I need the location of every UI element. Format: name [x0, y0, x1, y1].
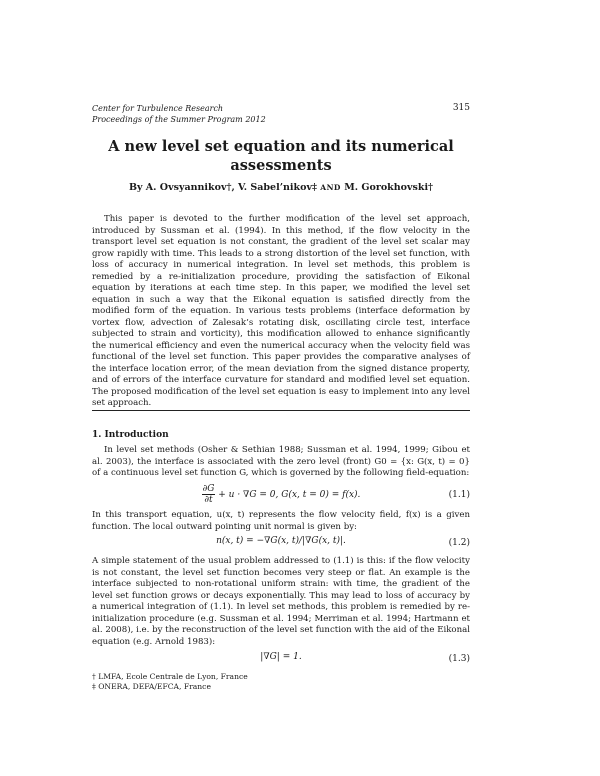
author-names-last: M. Gorokhovski†	[344, 182, 434, 193]
proceedings-name: Proceedings of the Summer Program 2012	[92, 115, 266, 124]
intro-paragraph-1: In level set methods (Osher & Sethian 1988; Sussman et al. 1994, 1999; Gibou et al. 2003), the interface is associated with the zero level (front) G0 = {x: G(x, t) = 0} of a continuous level set function G, which is governed by the following field-equation:	[92, 445, 470, 478]
title-line-1: A new level set equation and its numerical	[108, 138, 454, 155]
running-header	[92, 103, 470, 125]
journal-name: Center for Turbulence Research	[92, 104, 224, 113]
section-heading: 1. Introduction	[92, 430, 169, 440]
intro-paragraph-2: In this transport equation, u(x, t) represents the flow velocity field, f(x) is a given function. The local outward pointing unit normal is given by:	[92, 510, 470, 532]
equation-1-1-body	[92, 484, 470, 505]
author-names-first: By A. Ovsyannikov†, V. Sabel’nikov‡	[128, 182, 317, 193]
footnote-affiliation-1: † LMFA, Ecole Centrale de Lyon, France	[92, 672, 248, 681]
paper-title	[92, 137, 470, 175]
equation-1-1	[92, 484, 470, 506]
author-and: AND	[320, 183, 341, 192]
abstract: This paper is devoted to the further modification of the level set approach, introduced by Sussman et al. (1994). In this method, if the flow velocity in the transport level set equation is not constant, the gradient of the level set scalar may grow rapidly with time. This leads to a strong distortion of the level set function, with loss of accuracy in numerical integration. In level set methods, this problem is remedied by a re-initialization procedure, providing the satisfaction of Eikonal equation by iterations at each time step. In this paper, we modified the level set equation in such a way that the Eikonal equation is satisfied directly from the modified form of the equation. In various tests problems (interface deformation by vortex flow, advection of Zalesak’s rotating disk, oscillating circle test, interface subjected to strain and vorticity), this modification allowed to enhance significantly the numerical efficiency and even the numerical accuracy when the velocity field was functional of the level set function. This paper provides the comparative analyses of the interface location error, of the mean deviation from the signed distance property, and of errors of the interface curvature for standard and modified level set equation. The proposed modification of the level set equation is easy to implement into any level set approach.	[92, 214, 470, 408]
fraction-numerator: ∂G	[202, 484, 215, 494]
author-line	[92, 182, 470, 193]
equation-number: (1.2)	[448, 538, 470, 548]
equation-number: (1.3)	[448, 654, 470, 664]
equation-number: (1.1)	[448, 490, 470, 500]
equation-1-3-body: |∇G| = 1.	[260, 652, 302, 662]
equation-1-2-body: n(x, t) = −∇G(x, t)/|∇G(x, t)|.	[216, 536, 346, 546]
section-divider	[92, 410, 470, 411]
fraction-denominator: ∂t	[204, 495, 213, 505]
footnote-affiliation-2: ‡ ONERA, DEFA/EFCA, France	[92, 682, 211, 691]
equation-1-2	[92, 536, 470, 550]
page-number: 315	[452, 103, 470, 113]
equation-1-1-rest: + u · ∇G = 0, G(x, t = 0) = f(x).	[218, 490, 361, 500]
title-line-2: assessments	[230, 157, 332, 174]
partial-derivative	[202, 484, 216, 505]
equation-1-3	[92, 652, 470, 666]
footnotes	[92, 672, 470, 692]
intro-paragraph-3: A simple statement of the usual problem addressed to (1.1) is this: if the flow velocity is not constant, the level set function becomes very steep or flat. An example is the interface subjected to non-rotational uniform strain: with time, the gradient of the level set function grows or decays exponentially. This may lead to loss of accuracy by a numerical integration of (1.1). In level set methods, this problem is remedied by re-initialization procedure (e.g. Sussman et al. 1994; Merriman et al. 1994; Hartmann et al. 2008), i.e. by the reconstruction of the level set function with the aid of the Eikonal equation (e.g. Arnold 1983):	[92, 556, 470, 647]
